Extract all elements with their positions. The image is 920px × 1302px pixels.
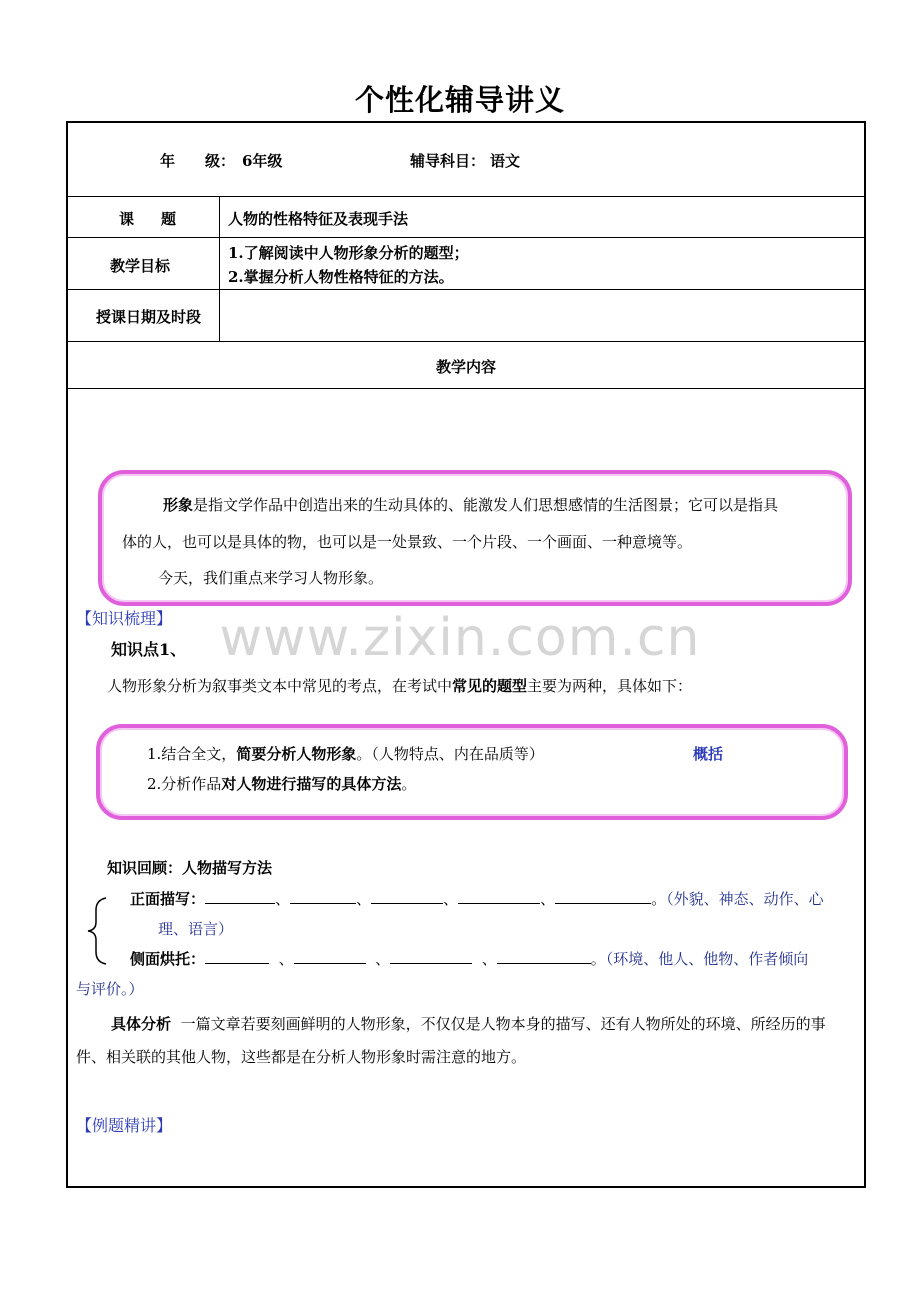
intro-line-1-text: 是指文学作品中创造出来的生动具体的、能激发人们思想感情的生活图景；它可以是指具 (193, 496, 779, 514)
row-divider (66, 388, 866, 389)
blank-field[interactable] (294, 949, 366, 964)
separator: 、 (356, 890, 372, 908)
type-item-2 (147, 774, 416, 794)
intro-term: 形象 (163, 496, 194, 514)
kp-text-b: 主要为两种，具体如下： (527, 677, 693, 695)
intro-line-3: 今天，我们重点来学习人物形象。 (158, 569, 384, 587)
topic-label: 课 题 (119, 210, 183, 228)
left-brace-icon (86, 896, 110, 966)
date-label: 授课日期及时段 (96, 308, 202, 326)
front-description-line (130, 889, 824, 909)
blank-field[interactable] (371, 889, 443, 904)
separator: 。 (651, 890, 667, 908)
separator: 、 (275, 890, 291, 908)
type-item-1-b: 。（人物特点、内在品质等） (356, 745, 544, 763)
kp-text-a: 人物形象分析为叙事类文本中常见的考点，在考试中 (107, 677, 453, 695)
question-types-box (96, 724, 848, 820)
separator: 、 (481, 950, 497, 968)
type-item-1-a: 1.结合全文， (147, 745, 237, 763)
separator: 、 (443, 890, 459, 908)
front-hint: （外貌、神态、动作、心 (666, 890, 824, 908)
type-item-2-bold: 对人物进行描写的具体方法 (221, 775, 402, 793)
side-hint: （环境、他人、他物、作者倾向 (605, 950, 809, 968)
subject-value: 语文 (490, 152, 521, 170)
type-item-2-a: 2.分析作品 (147, 775, 222, 793)
grade-value: 6年级 (242, 152, 283, 170)
section-examples-heading: 【例题精讲】 (76, 1116, 173, 1135)
topic-value: 人物的性格特征及表现手法 (228, 210, 409, 228)
content-header: 教学内容 (435, 358, 496, 376)
blank-field[interactable] (555, 889, 651, 904)
grade-label: 年 级： (160, 152, 236, 170)
page-title: 个性化辅导讲义 (354, 83, 565, 117)
analysis-text: 一篇文章若要刻画鲜明的人物形象，不仅仅是人物本身的描写、还有人物所处的环境、所经历的事 (180, 1015, 826, 1033)
knowledge-point-title: 知识点1、 (111, 640, 187, 659)
blank-field[interactable] (458, 889, 540, 904)
row-divider (66, 289, 866, 290)
review-title: 知识回顾：人物描写方法 (107, 859, 273, 877)
front-label: 正面描写： (130, 890, 206, 908)
blank-field[interactable] (497, 949, 591, 964)
analysis-line-2: 件、相关联的其他人物，这些都是在分析人物形象时需注意的地方。 (76, 1048, 527, 1066)
blank-field[interactable] (390, 949, 472, 964)
intro-line-1 (163, 495, 778, 515)
goals-label: 教学目标 (110, 257, 171, 275)
type-item-1-bold: 简要分析人物形象 (236, 745, 357, 763)
goal-item: 1.了解阅读中人物形象分析的题型； (228, 244, 469, 262)
separator: 。 (590, 950, 606, 968)
blank-field[interactable] (205, 889, 275, 904)
analysis-line-1 (111, 1014, 826, 1034)
front-hint-cont: 理、语言） (158, 920, 234, 938)
watermark: www.zixin.com.cn (219, 608, 701, 668)
goal-item: 2.掌握分析人物性格特征的方法。 (228, 268, 454, 286)
type-item-2-b: 。 (401, 775, 417, 793)
side-hint-cont: 与评价。） (76, 980, 144, 998)
row-divider (66, 237, 866, 238)
side-label: 侧面烘托： (130, 950, 206, 968)
separator: 、 (540, 890, 556, 908)
side-description-line (130, 949, 808, 969)
column-divider (219, 196, 220, 341)
separator: 、 (278, 950, 294, 968)
row-divider (66, 341, 866, 342)
intro-line-2: 体的人，也可以是具体的物，也可以是一处景致、一个片段、一个画面、一种意境等。 (122, 533, 693, 551)
subject-label: 辅导科目： (410, 152, 486, 170)
section-knowledge-heading: 【知识梳理】 (76, 609, 173, 628)
type-item-1-tag: 概括 (693, 745, 724, 763)
row-divider (66, 196, 866, 197)
analysis-label: 具体分析 (111, 1015, 172, 1033)
blank-field[interactable] (205, 949, 269, 964)
knowledge-point-text (107, 676, 692, 696)
type-item-1 (147, 744, 544, 764)
separator: 、 (375, 950, 391, 968)
kp-text-bold: 常见的题型 (452, 677, 528, 695)
blank-field[interactable] (290, 889, 356, 904)
